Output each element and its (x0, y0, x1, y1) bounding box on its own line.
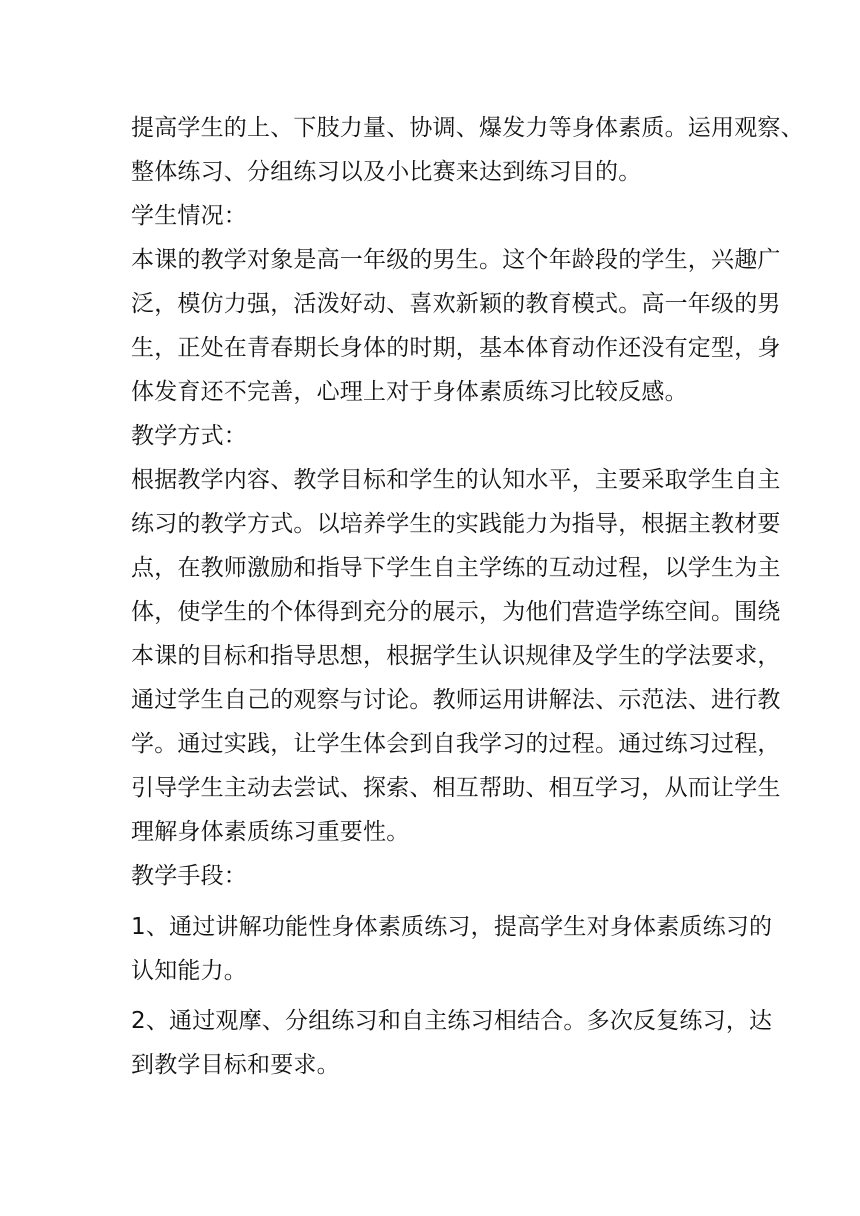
method-line-2: 练习的教学方式。以培养学生的实践能力为指导，根据主教材要 (131, 511, 781, 537)
means-item1-line-2: 认知能力。 (131, 958, 247, 984)
method-line-1: 根据教学内容、教学目标和学生的认知水平，主要采取学生自主 (131, 467, 781, 493)
method-line-9: 理解身体素质练习重要性。 (131, 819, 410, 845)
method-line-6: 通过学生自己的观察与讨论。教师运用讲解法、示范法、进行教 (131, 687, 781, 713)
method-heading: 教学方式： (131, 423, 247, 449)
student-line-2: 泛，模仿力强，活泼好动、喜欢新颖的教育模式。高一年级的男 (131, 291, 781, 317)
student-heading: 学生情况： (131, 203, 247, 229)
intro-line-1: 提高学生的上、下肢力量、协调、爆发力等身体素质。运用观察、 (131, 115, 804, 141)
method-line-5: 本课的目标和指导思想，根据学生认识规律及学生的学法要求， (131, 643, 781, 669)
means-item1-line-1: 1、通过讲解功能性身体素质练习，提高学生对身体素质练习的 (131, 914, 773, 940)
student-line-3: 生，正处在青春期长身体的时期，基本体育动作还没有定型，身 (131, 335, 781, 361)
method-line-7: 学。通过实践，让学生体会到自我学习的过程。通过练习过程， (131, 731, 781, 757)
means-heading: 教学手段： (131, 863, 247, 889)
means-item2-line-2: 到教学目标和要求。 (131, 1052, 340, 1078)
intro-line-2: 整体练习、分组练习以及小比赛来达到练习目的。 (131, 159, 642, 185)
student-line-1: 本课的教学对象是高一年级的男生。这个年龄段的学生，兴趣广 (131, 247, 781, 273)
means-item2-line-1: 2、通过观摩、分组练习和自主练习相结合。多次反复练习，达 (131, 1008, 773, 1034)
student-line-4: 体发育还不完善，心理上对于身体素质练习比较反感。 (131, 379, 688, 405)
method-line-3: 点，在教师激励和指导下学生自主学练的互动过程，以学生为主 (131, 555, 781, 581)
method-line-4: 体，使学生的个体得到充分的展示，为他们营造学练空间。围绕 (131, 599, 781, 625)
method-line-8: 引导学生主动去尝试、探索、相互帮助、相互学习，从而让学生 (131, 775, 781, 801)
